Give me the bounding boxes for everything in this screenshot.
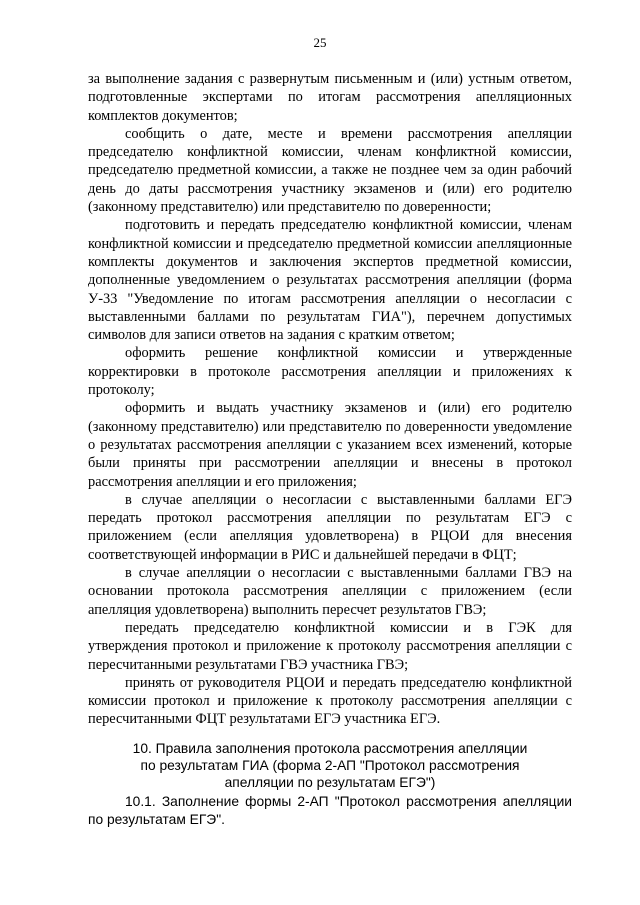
section-heading-line: по результатам ГИА (форма 2-АП "Протокол рассмотрения bbox=[140, 757, 520, 773]
paragraph: принять от руководителя РЦОИ и передать председателю конфликтной комиссии протокол и приложение к протоколу рассмотрения апелляции с пересчитанными ФЦТ результатами ЕГЭ участника ЕГЭ. bbox=[88, 674, 572, 728]
paragraph: передать председателю конфликтной комиссии и в ГЭК для утверждения протокол и приложение к протоколу рассмотрения апелляции с пересчитанными результатами ГВЭ участника ГВЭ; bbox=[88, 619, 572, 673]
paragraph: оформить и выдать участнику экзаменов и (или) его родителю (законному представителю) или представителю по доверенности уведомление о результатах рассмотрения апелляции с указанием всех изменений, которые были приняты при рассмотрении апелляции и внесены в протокол рассмотрения апелляции и его приложения; bbox=[88, 400, 572, 490]
paragraph: сообщить о дате, месте и времени рассмотрения апелляции председателю конфликтной комиссии, членам конфликтной комиссии, председателю предметной комиссии, а также не позднее чем за один рабочий день до даты рассмотрения участнику экзаменов и (или) его родителю (законному представителю) или представителю по доверенности; bbox=[88, 125, 572, 216]
clause-10-1: 10.1. Заполнение формы 2-АП "Протокол рассмотрения апелляции по результатам ЕГЭ". bbox=[88, 794, 572, 828]
paragraph: подготовить и передать председателю конфликтной комиссии, членам конфликтной комиссии и председателю предметной комиссии апелляционные комплекты документов и заключения экспертов предметной комиссии, дополненные уведомлением о результатах рассмотрения апелляции (форма У-33 "Уведомление по итогам рассмотрения апелляции о несогласии с выставленными баллами по результатам ГИА"), перечнем допустимых символов для записи ответов на задания с кратким ответом; bbox=[88, 217, 572, 344]
section-heading-line: апелляции по результатам ЕГЭ") bbox=[224, 774, 436, 790]
page-number: 25 bbox=[313, 35, 327, 50]
section-heading bbox=[88, 741, 572, 791]
paragraph: в случае апелляции о несогласии с выставленными баллами ЕГЭ передать протокол рассмотрения апелляции по результатам ЕГЭ с приложением (если апелляция удовлетворена) в РЦОИ для внесения соответствующей информации в РИС и дальнейшей передачи в ФЦТ; bbox=[88, 491, 572, 563]
section-heading-line: 10. Правила заполнения протокола рассмотрения апелляции bbox=[132, 741, 528, 756]
paragraph: в случае апелляции о несогласии с выставленными баллами ГВЭ на основании протокола рассмотрения апелляции с приложением (если апелляция удовлетворена) выполнить пересчет результатов ГВЭ; bbox=[88, 565, 572, 618]
body-text bbox=[88, 70, 572, 729]
paragraph: оформить решение конфликтной комиссии и утвержденные корректировки в протоколе рассмотрения апелляции и приложениях к протоколу; bbox=[88, 345, 572, 399]
paragraph: за выполнение задания с развернутым письменным и (или) устным ответом, подготовленные экспертами по итогам рассмотрения апелляционных комплектов документов; bbox=[88, 71, 572, 124]
